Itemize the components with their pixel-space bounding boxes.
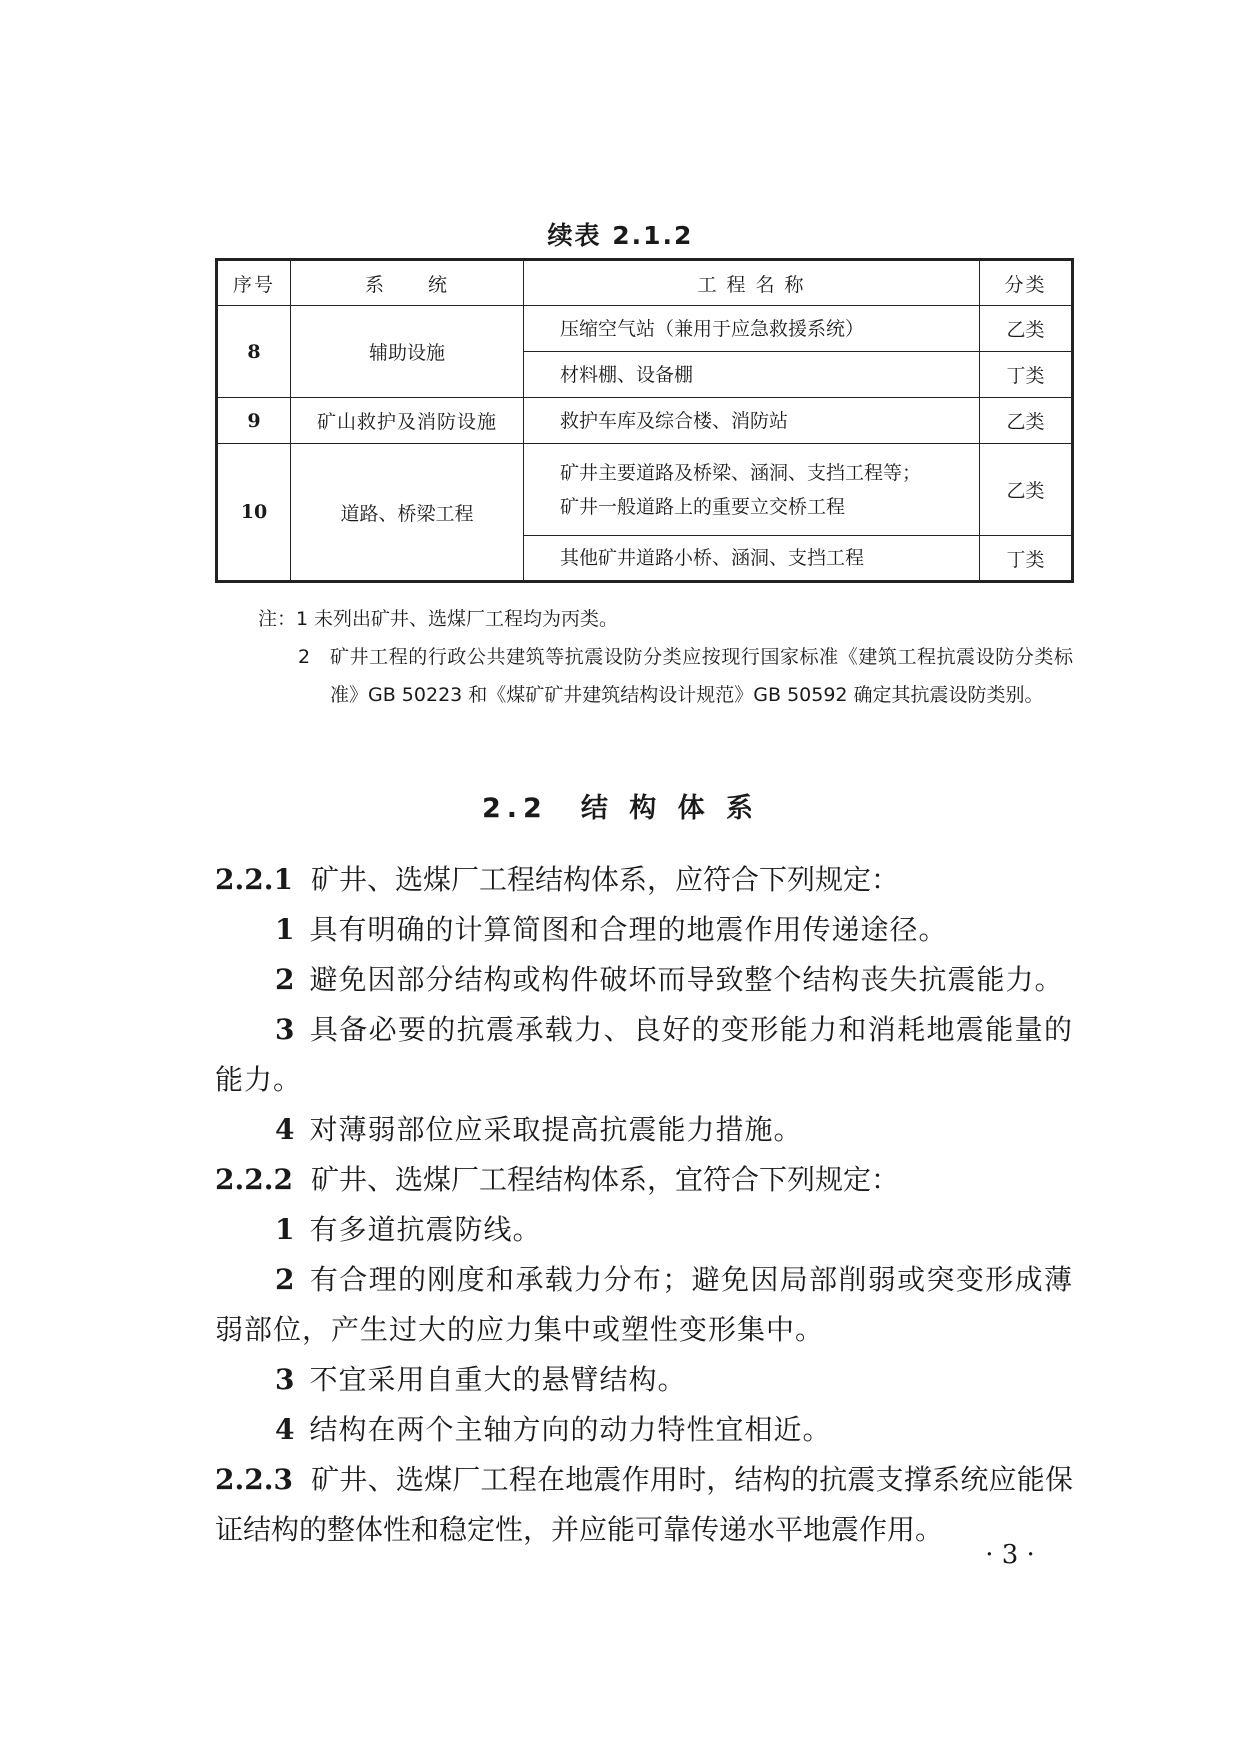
clause-item (215, 905, 1073, 955)
note-text: 矿井工程的行政公共建筑等抗震设防分类应按现行国家标准《建筑工程抗震设防分类标准》GB 50223 和《煤矿矿井建筑结构设计规范》GB 50592 确定其抗震设防类别。 (330, 646, 1073, 706)
clause (215, 1455, 1073, 1555)
clause (215, 855, 1073, 905)
item-text: 对薄弱部位应采取提高抗震能力措施。 (309, 1113, 803, 1146)
item-number: 2 (275, 963, 296, 996)
seismic-category-table (215, 258, 1074, 583)
row-category: 乙类 (980, 444, 1073, 536)
row-project: 压缩空气站（兼用于应急救援系统） (524, 306, 980, 352)
clause-number: 2.2.1 (215, 863, 293, 896)
clause-item (215, 1405, 1073, 1455)
note-item (258, 638, 1073, 714)
table-row (217, 444, 1073, 536)
item-text: 不宜采用自重大的悬臂结构。 (309, 1363, 687, 1396)
header-num: 序号 (217, 260, 291, 306)
item-text: 有合理的刚度和承载力分布；避免因局部削弱或突变形成薄弱部位，产生过大的应力集中或塑性变形集中。 (215, 1263, 1073, 1346)
row-num: 9 (217, 398, 291, 444)
clause-text: 矿井、选煤厂工程结构体系，宜符合下列规定： (310, 1163, 899, 1196)
clause-item (215, 1255, 1073, 1355)
table-caption: 续表 2.1.2 (547, 221, 694, 250)
row-project-line: 矿井一般道路上的重要立交桥工程 (560, 495, 846, 518)
row-category: 乙类 (980, 398, 1073, 444)
item-number: 3 (275, 1013, 296, 1046)
item-number: 3 (275, 1363, 296, 1396)
note-text: 未列出矿井、选煤厂工程均为丙类。 (314, 608, 619, 630)
row-project: 材料棚、设备棚 (524, 352, 980, 398)
table-header-row (217, 260, 1073, 306)
table-row (217, 398, 1073, 444)
item-number: 1 (275, 1213, 296, 1246)
clause-number: 2.2.2 (215, 1163, 293, 1196)
item-text: 结构在两个主轴方向的动力特性宜相近。 (309, 1413, 832, 1446)
note-number: 2 (298, 646, 311, 668)
row-project-multiline (524, 444, 980, 536)
header-category: 分类 (980, 260, 1073, 306)
item-text: 避免因部分结构或构件破坏而导致整个结构丧失抗震能力。 (309, 963, 1064, 996)
table-row (217, 306, 1073, 352)
row-system: 矿山救护及消防设施 (291, 398, 524, 444)
item-text: 有多道抗震防线。 (309, 1213, 542, 1246)
clause-text: 矿井、选煤厂工程结构体系，应符合下列规定： (310, 863, 899, 896)
clause-item (215, 1355, 1073, 1405)
clause-item (215, 1005, 1073, 1105)
section-body (215, 855, 1073, 1555)
page-number: · 3 · (985, 1540, 1035, 1570)
clause-item (215, 1105, 1073, 1155)
note-item (258, 600, 1073, 638)
row-project-line: 矿井主要道路及桥梁、涵洞、支挡工程等； (560, 461, 922, 484)
item-text: 具有明确的计算简图和合理的地震作用传递途径。 (309, 913, 948, 946)
header-project: 工 程 名 称 (524, 260, 980, 306)
row-category: 乙类 (980, 306, 1073, 352)
clause (215, 1155, 1073, 1205)
clause-text: 矿井、选煤厂工程在地震作用时，结构的抗震支撑系统应能保证结构的整体性和稳定性，并应能可靠传递水平地震作用。 (215, 1463, 1073, 1546)
note-label: 注：1 (258, 608, 309, 630)
row-system: 道路、桥梁工程 (291, 444, 524, 582)
item-number: 1 (275, 913, 296, 946)
item-number: 2 (275, 1263, 296, 1296)
row-system: 辅助设施 (291, 306, 524, 398)
item-number: 4 (275, 1413, 296, 1446)
clause-number: 2.2.3 (215, 1463, 293, 1496)
row-num: 8 (217, 306, 291, 398)
clause-item (215, 1205, 1073, 1255)
item-number: 4 (275, 1113, 296, 1146)
row-project: 其他矿井道路小桥、涵洞、支挡工程 (524, 536, 980, 582)
header-system: 系 统 (291, 260, 524, 306)
clause-item (215, 955, 1073, 1005)
table-notes (258, 600, 1073, 714)
item-text: 具备必要的抗震承载力、良好的变形能力和消耗地震能量的能力。 (215, 1013, 1073, 1096)
row-project: 救护车库及综合楼、消防站 (524, 398, 980, 444)
row-category: 丁类 (980, 352, 1073, 398)
section-title: 2.2 结 构 体 系 (481, 793, 760, 824)
row-num: 10 (217, 444, 291, 582)
row-category: 丁类 (980, 536, 1073, 582)
